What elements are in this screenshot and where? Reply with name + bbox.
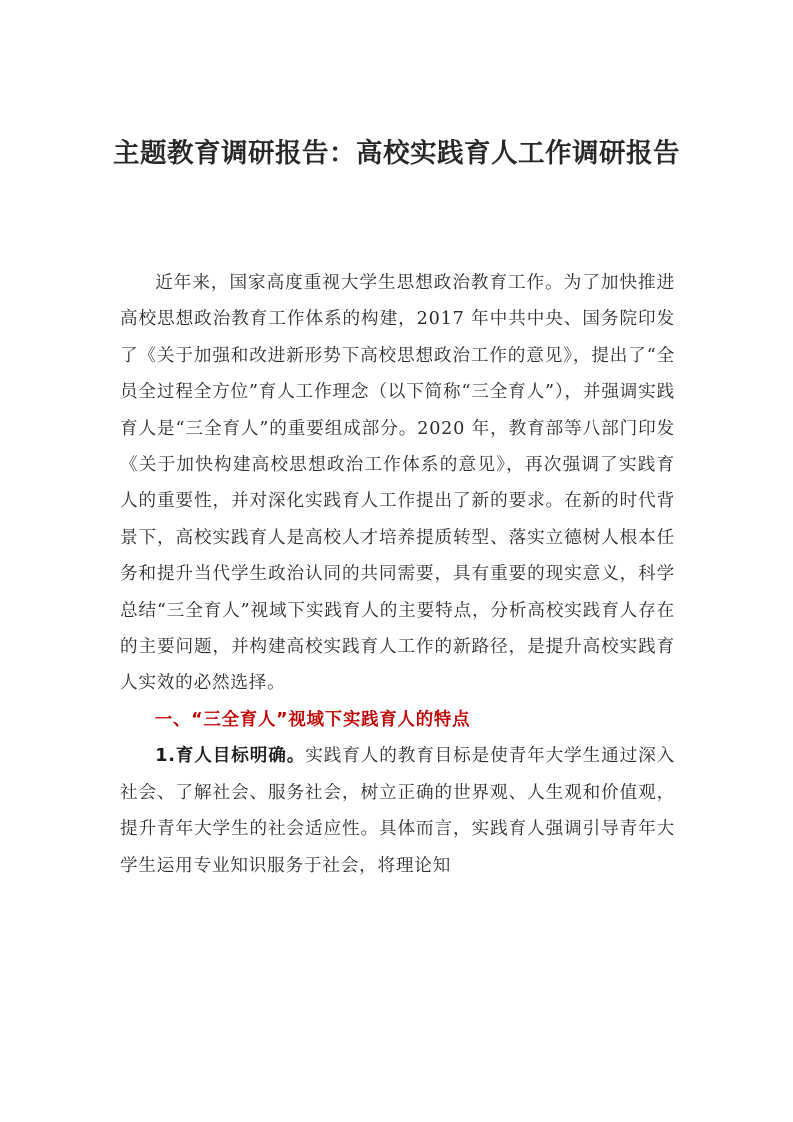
point-1-label: 1.育人目标明确。 [155,746,306,767]
document-body [120,265,675,884]
point-1-paragraph [120,738,675,884]
document-title: 主题教育调研报告：高校实践育人工作调研报告 [113,138,680,169]
point-1-text: 实践育人的教育目标是使青年大学生通过深入社会、了解社会、服务社会，树立正确的世界观、人生观和价值观，提升青年大学生的社会适应性。具体而言，实践育人强调引导青年大学生运用专业知识服务于社会，将理论知 [120,746,675,876]
intro-paragraph: 近年来，国家高度重视大学生思想政治教育工作。为了加快推进高校思想政治教育工作体系的构建，2017 年中共中央、国务院印发了《关于加强和改进新形势下高校思想政治工作的意见》，提出了“全员全过程全方位”育人工作理念（以下简称“三全育人”），并强调实践育人是“三全育人”的重要组成部分。2020 年，教育部等八部门印发《关于加快构建高校思想政治工作体系的意见》，再次强调了实践育人的重要性，并对深化实践育人工作提出了新的要求。在新的时代背景下，高校实践育人是高校人才培养提质转型、落实立德树人根本任务和提升当代学生政治认同的共同需要，具有重要的现实意义，科学总结“三全育人”视域下实践育人的主要特点，分析高校实践育人存在的主要问题，并构建高校实践育人工作的新路径，是提升高校实践育人实效的必然选择。 [120,273,675,694]
section-heading: 一、“三全育人”视域下实践育人的特点 [154,709,471,730]
